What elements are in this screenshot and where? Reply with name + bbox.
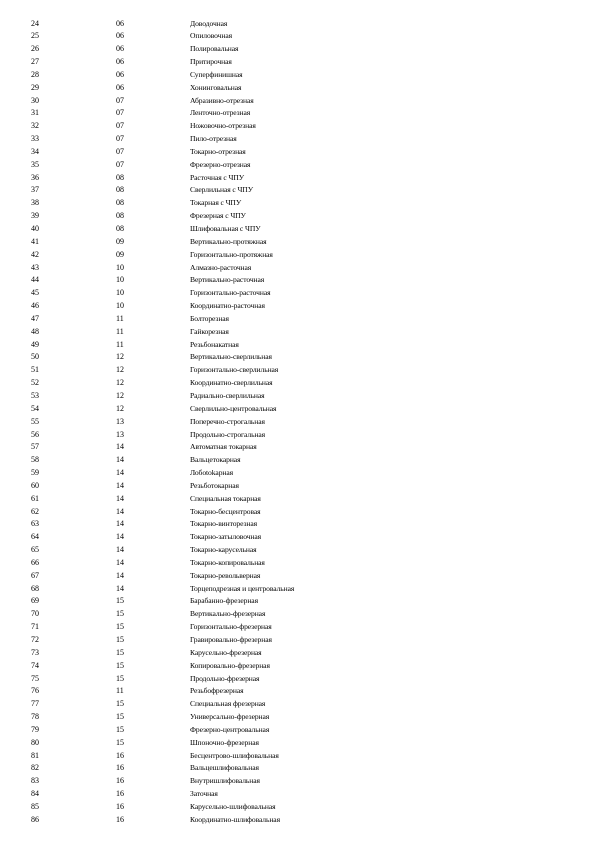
group-code: 14 — [116, 455, 124, 465]
group-code: 12 — [116, 390, 124, 400]
group-code: 07 — [116, 159, 124, 169]
operation-name: Вальцешлифовальная — [190, 763, 259, 773]
list-row — [0, 762, 595, 775]
row-number: 61 — [31, 493, 39, 503]
group-code: 15 — [116, 737, 124, 747]
row-number: 82 — [31, 763, 39, 773]
row-number: 75 — [31, 673, 39, 683]
list-row — [0, 583, 595, 596]
row-number: 73 — [31, 647, 39, 657]
operation-name: Хонинговальная — [190, 82, 242, 92]
group-code: 08 — [116, 224, 124, 233]
group-code: 07 — [116, 146, 124, 156]
group-code: 06 — [116, 69, 124, 79]
list-row — [0, 711, 595, 724]
row-number: 28 — [31, 69, 39, 79]
operation-name: Резьбофрезерная — [190, 686, 244, 696]
group-code: 16 — [116, 763, 124, 773]
list-row — [0, 608, 595, 621]
operation-name: Барабанно-фрезерная — [190, 596, 258, 606]
operation-name: Вертикально-расточная — [190, 275, 265, 285]
operation-name: Абразивно-отрезная — [190, 95, 254, 105]
list-row — [0, 750, 595, 763]
row-number: 66 — [31, 557, 39, 567]
row-number: 53 — [31, 390, 39, 400]
operation-name: Горизонтально-фрезерная — [190, 622, 272, 632]
group-code: 08 — [116, 185, 124, 195]
row-number: 56 — [31, 429, 39, 439]
row-number: 62 — [31, 506, 39, 516]
row-number: 25 — [31, 31, 39, 41]
operation-name: Вертикально-сверлильная — [190, 352, 272, 362]
group-code: 06 — [116, 31, 124, 41]
list-row — [0, 685, 595, 698]
list-row — [0, 351, 595, 364]
row-number: 45 — [31, 288, 39, 298]
operation-name: Фрезерная с ЧПУ — [190, 211, 246, 221]
row-number: 51 — [31, 365, 39, 375]
operation-name: Горизонтально-протяжная — [190, 249, 273, 259]
operation-name: Токарно-копировальная — [190, 557, 265, 567]
operation-name: Поперечно-строгальная — [190, 416, 265, 426]
list-row — [0, 339, 595, 352]
list-row — [0, 518, 595, 531]
operation-name: Токарно-затыловочная — [190, 532, 262, 542]
operation-name: Токарно-карусельная — [190, 545, 257, 555]
list-row — [0, 416, 595, 429]
group-code: 16 — [116, 789, 124, 799]
operation-name: Вальцетокарная — [190, 455, 241, 465]
row-number: 47 — [31, 313, 39, 323]
operation-name: Токарная с ЧПУ — [190, 198, 242, 208]
row-number: 24 — [31, 18, 39, 28]
group-code: 15 — [116, 647, 124, 657]
operation-name: Внутришлифовальная — [190, 776, 260, 786]
operation-name: Бесцентрово-шлифовальная — [190, 750, 279, 760]
operation-name: Полировальная — [190, 44, 239, 54]
row-number: 41 — [31, 236, 39, 246]
list-row — [0, 120, 595, 133]
group-code: 11 — [116, 326, 124, 336]
group-code: 06 — [116, 18, 124, 28]
row-number: 71 — [31, 622, 39, 632]
row-number: 67 — [31, 570, 39, 580]
row-number: 72 — [31, 635, 39, 644]
operation-name: Сверлильно-центровальная — [190, 403, 277, 413]
group-code: 06 — [116, 82, 124, 92]
group-code: 15 — [116, 673, 124, 683]
operation-name: Карусельно-фрезерная — [190, 647, 262, 657]
row-number: 40 — [31, 224, 39, 233]
group-code: 14 — [116, 442, 124, 452]
operation-name: Продольно-фрезерная — [190, 673, 260, 683]
operation-name: Суперфинишная — [190, 69, 243, 79]
list-row — [0, 30, 595, 43]
list-row — [0, 673, 595, 686]
group-code: 14 — [116, 583, 124, 593]
list-row — [0, 69, 595, 82]
row-number: 55 — [31, 416, 39, 426]
operation-name: Лобotokарная — [190, 468, 234, 478]
group-code: 07 — [116, 134, 124, 144]
list-row — [0, 480, 595, 493]
row-number: 54 — [31, 403, 39, 413]
operation-name: Гайкорезная — [190, 326, 229, 336]
group-code: 15 — [116, 712, 124, 722]
list-row — [0, 634, 595, 647]
row-number: 48 — [31, 326, 39, 336]
row-number: 58 — [31, 455, 39, 465]
group-code: 15 — [116, 699, 124, 709]
list-row — [0, 249, 595, 262]
operation-name: Фрезерно-центровальная — [190, 724, 270, 734]
group-code: 16 — [116, 801, 124, 811]
list-row — [0, 801, 595, 814]
list-row — [0, 262, 595, 275]
row-number: 83 — [31, 776, 39, 786]
list-row — [0, 377, 595, 390]
row-number: 68 — [31, 583, 39, 593]
operation-name: Болторезная — [190, 313, 229, 323]
group-code: 11 — [116, 686, 124, 696]
operation-name: Координатно-сверлильная — [190, 378, 273, 388]
row-number: 64 — [31, 532, 39, 542]
list-row — [0, 454, 595, 467]
row-number: 86 — [31, 814, 39, 824]
list-row — [0, 788, 595, 801]
group-code: 07 — [116, 108, 124, 118]
list-row — [0, 223, 595, 236]
group-code: 15 — [116, 622, 124, 632]
row-number: 44 — [31, 275, 39, 285]
operation-name: Токарно-винторезная — [190, 519, 258, 529]
group-code: 12 — [116, 352, 124, 362]
row-number: 36 — [31, 172, 39, 182]
row-number: 79 — [31, 724, 39, 734]
group-code: 06 — [116, 57, 124, 67]
operation-name: Карусельно-шлифовальная — [190, 801, 276, 811]
group-code: 09 — [116, 236, 124, 246]
row-number: 33 — [31, 134, 39, 144]
row-number: 27 — [31, 57, 39, 67]
operation-name: Пило-отрезная — [190, 134, 237, 144]
row-number: 65 — [31, 545, 39, 555]
list-row — [0, 506, 595, 519]
operation-name: Специальная фрезерная — [190, 699, 266, 709]
operation-name: Продольно-строгальная — [190, 429, 266, 439]
operation-name: Вертикально-протяжная — [190, 236, 267, 246]
group-code: 16 — [116, 814, 124, 824]
group-code: 15 — [116, 609, 124, 619]
operation-name: Универсально-фрезерная — [190, 712, 270, 722]
row-number: 29 — [31, 82, 39, 92]
list-row — [0, 56, 595, 69]
list-row — [0, 313, 595, 326]
operation-name: Притирочная — [190, 57, 232, 67]
list-row — [0, 300, 595, 313]
operation-name: Резьботокарная — [190, 480, 239, 490]
list-row — [0, 82, 595, 95]
group-code: 10 — [116, 262, 124, 272]
group-code: 07 — [116, 95, 124, 105]
list-row — [0, 429, 595, 442]
list-row — [0, 467, 595, 480]
row-number: 34 — [31, 146, 39, 156]
group-code: 14 — [116, 506, 124, 516]
group-code: 16 — [116, 776, 124, 786]
group-code: 15 — [116, 660, 124, 670]
list-row — [0, 595, 595, 608]
row-number: 46 — [31, 301, 39, 311]
row-number: 43 — [31, 262, 39, 272]
operation-name: Специальная токарная — [190, 493, 261, 503]
group-code: 13 — [116, 429, 124, 439]
group-code: 14 — [116, 468, 124, 478]
row-number: 78 — [31, 712, 39, 722]
row-number: 69 — [31, 596, 39, 606]
group-code: 08 — [116, 198, 124, 208]
operation-name: Шпоночно-фрезерная — [190, 737, 259, 747]
group-code: 15 — [116, 596, 124, 606]
operation-name: Радиально-сверлильная — [190, 390, 265, 400]
row-number: 57 — [31, 442, 39, 452]
list-row — [0, 660, 595, 673]
group-code: 14 — [116, 532, 124, 542]
row-number: 76 — [31, 686, 39, 696]
row-number: 60 — [31, 480, 39, 490]
group-code: 08 — [116, 172, 124, 182]
list-row — [0, 146, 595, 159]
list-row — [0, 18, 595, 31]
group-code: 15 — [116, 724, 124, 734]
list-row — [0, 403, 595, 416]
row-number: 77 — [31, 699, 39, 709]
list-row — [0, 197, 595, 210]
operation-name: Ленточно-отрезная — [190, 108, 251, 118]
list-row — [0, 184, 595, 197]
list-row — [0, 814, 595, 827]
list-row — [0, 698, 595, 711]
group-code: 13 — [116, 416, 124, 426]
row-number: 31 — [31, 108, 39, 118]
operation-name: Фрезерно-отрезная — [190, 159, 251, 169]
operation-name: Вертикально-фрезерная — [190, 609, 266, 619]
group-code: 11 — [116, 339, 124, 349]
operation-name: Гравировально-фрезерная — [190, 635, 272, 644]
row-number: 26 — [31, 44, 39, 54]
group-code: 12 — [116, 403, 124, 413]
group-code: 14 — [116, 480, 124, 490]
list-row — [0, 621, 595, 634]
row-number: 63 — [31, 519, 39, 529]
row-number: 74 — [31, 660, 39, 670]
group-code: 14 — [116, 557, 124, 567]
row-number: 70 — [31, 609, 39, 619]
group-code: 10 — [116, 275, 124, 285]
operation-name: Резьбонакатная — [190, 339, 239, 349]
operation-name: Координатно-расточная — [190, 301, 265, 311]
row-number: 32 — [31, 121, 39, 131]
operation-name: Заточная — [190, 789, 218, 799]
operation-name: Копировально-фрезерная — [190, 660, 270, 670]
group-code: 11 — [116, 313, 124, 323]
group-code: 10 — [116, 301, 124, 311]
group-code: 14 — [116, 493, 124, 503]
operation-name: Токарно-револьверная — [190, 570, 261, 580]
list-row — [0, 441, 595, 454]
row-number: 84 — [31, 789, 39, 799]
row-number: 52 — [31, 378, 39, 388]
group-code: 14 — [116, 570, 124, 580]
group-code: 09 — [116, 249, 124, 259]
operation-name: Сверлильная с ЧПУ — [190, 185, 253, 195]
row-number: 50 — [31, 352, 39, 362]
row-number: 85 — [31, 801, 39, 811]
list-row — [0, 274, 595, 287]
operation-name: Торцеподрезная и центровальная — [190, 583, 295, 593]
row-number: 35 — [31, 159, 39, 169]
list-row — [0, 737, 595, 750]
row-number: 59 — [31, 468, 39, 478]
list-row — [0, 172, 595, 185]
group-code: 10 — [116, 288, 124, 298]
operation-name: Токарно-бесцентровая — [190, 506, 261, 516]
list-row — [0, 210, 595, 223]
operation-name: Расточная с ЧПУ — [190, 172, 244, 182]
row-number: 42 — [31, 249, 39, 259]
row-number: 81 — [31, 750, 39, 760]
row-number: 37 — [31, 185, 39, 195]
list-row — [0, 390, 595, 403]
operation-name: Координатно-шлифовальная — [190, 814, 280, 824]
group-code: 15 — [116, 635, 124, 644]
list-row — [0, 557, 595, 570]
list-row — [0, 326, 595, 339]
list-row — [0, 493, 595, 506]
list-row — [0, 236, 595, 249]
list-row — [0, 364, 595, 377]
operation-name: Опиловочная — [190, 31, 232, 41]
row-number: 38 — [31, 198, 39, 208]
operation-name: Шлифовальная с ЧПУ — [190, 224, 261, 233]
operation-name: Горизонтально-расточная — [190, 288, 271, 298]
group-code: 14 — [116, 519, 124, 529]
list-row — [0, 570, 595, 583]
operation-name: Ножовочно-отрезная — [190, 121, 256, 131]
row-number: 80 — [31, 737, 39, 747]
list-row — [0, 544, 595, 557]
list-row — [0, 95, 595, 108]
list-row — [0, 107, 595, 120]
operation-name: Алмазно-расточная — [190, 262, 252, 272]
row-number: 30 — [31, 95, 39, 105]
operations-list — [0, 18, 595, 827]
operation-name: Доводочная — [190, 18, 228, 28]
list-row — [0, 531, 595, 544]
group-code: 12 — [116, 365, 124, 375]
row-number: 49 — [31, 339, 39, 349]
operation-name: Горизонтально-сверлильная — [190, 365, 279, 375]
row-number: 39 — [31, 211, 39, 221]
group-code: 14 — [116, 545, 124, 555]
group-code: 08 — [116, 211, 124, 221]
group-code: 12 — [116, 378, 124, 388]
group-code: 06 — [116, 44, 124, 54]
operation-name: Токарно-отрезная — [190, 146, 246, 156]
group-code: 16 — [116, 750, 124, 760]
list-row — [0, 159, 595, 172]
operation-name: Автоматная токарная — [190, 442, 257, 452]
list-row — [0, 287, 595, 300]
list-row — [0, 43, 595, 56]
list-row — [0, 133, 595, 146]
list-row — [0, 647, 595, 660]
list-row — [0, 775, 595, 788]
group-code: 07 — [116, 121, 124, 131]
list-row — [0, 724, 595, 737]
